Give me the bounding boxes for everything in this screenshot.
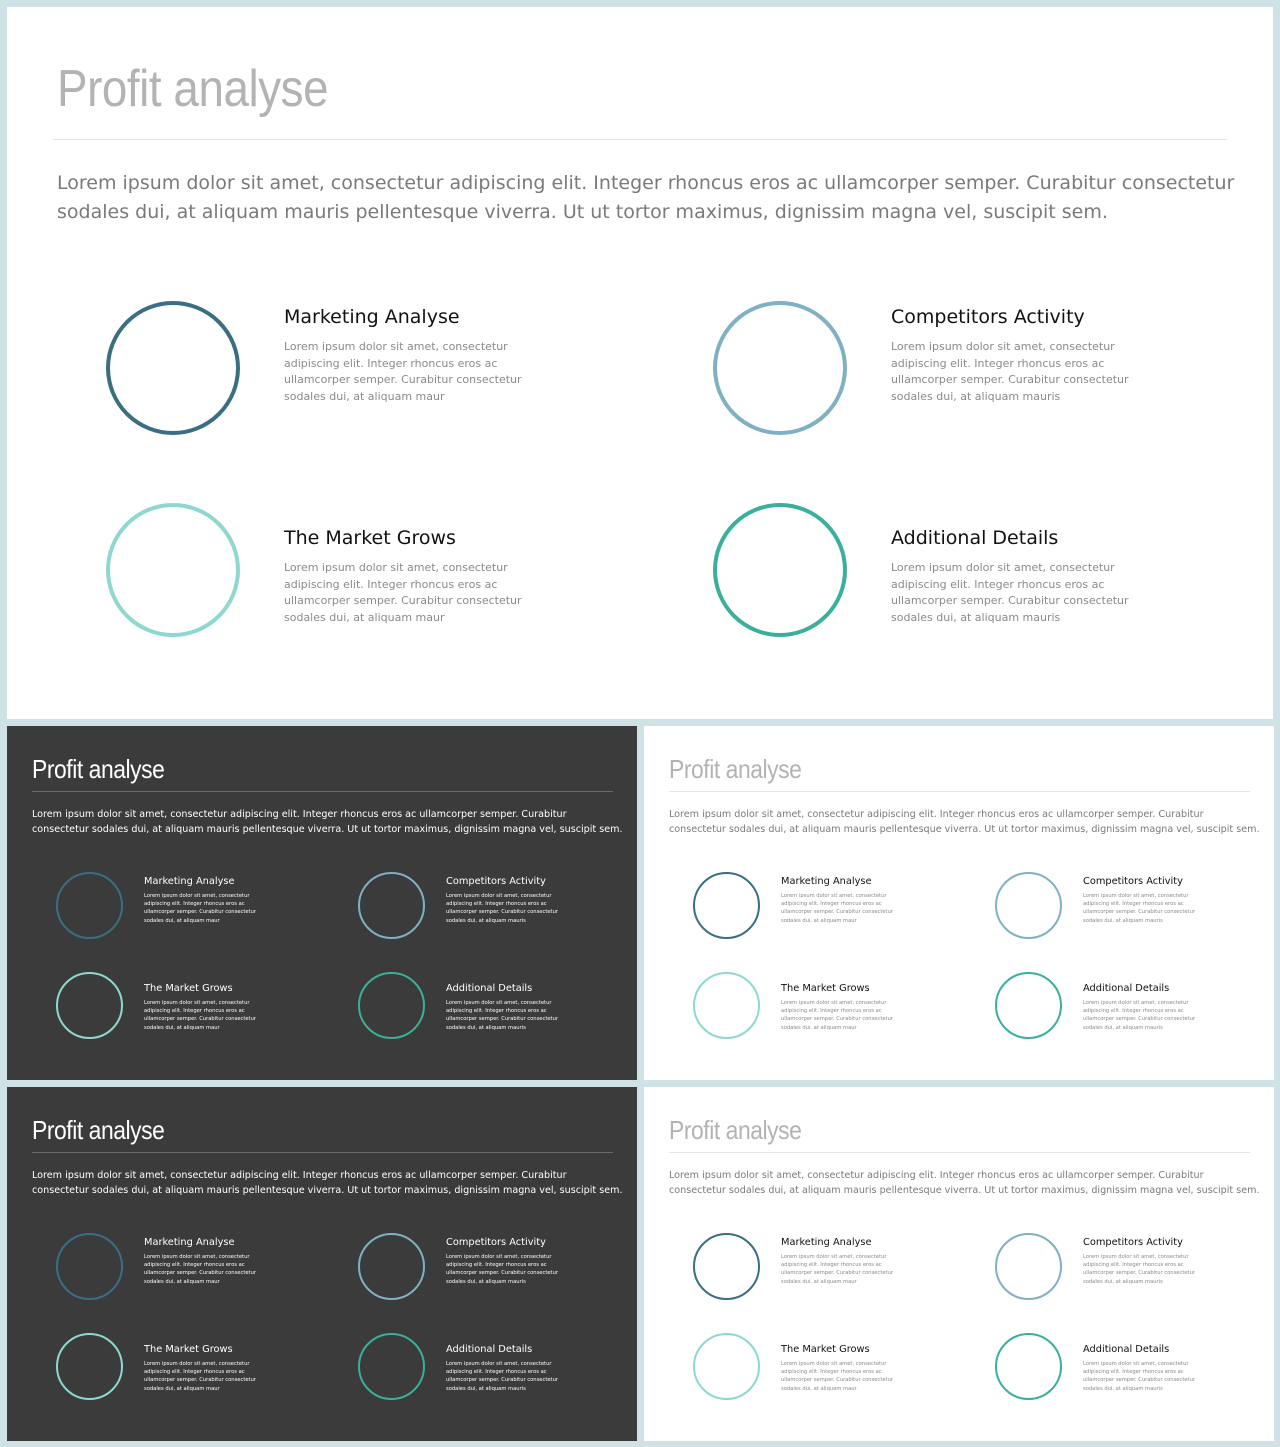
slide-title: Profit analyse xyxy=(32,1115,165,1145)
slide-thumb-dark-1 xyxy=(7,726,637,1080)
slide-intro: Lorem ipsum dolor sit amet, consectetur adipiscing elit. Integer rhoncus eros ac ullamcorper semper. Curabitur consectetur sodales dui, at aliquam mauris pellentesque viverra. Ut ut tortor maximus, dignissim magna vel, suscipit sem. xyxy=(32,809,623,835)
feature-text: Lorem ipsum dolor sit amet, consectetur adipiscing elit. Integer rhoncus eros ac ullamcorper semper. Curabitur consectetur sodales dui, at aliquam mauris xyxy=(446,1254,559,1285)
slide-thumb-dark-2 xyxy=(7,1087,637,1441)
circle-ring xyxy=(358,1233,425,1300)
circle-ring xyxy=(56,1333,123,1400)
feature-item-additional xyxy=(713,503,1273,639)
feature-title: Competitors Activity xyxy=(1083,876,1183,887)
circle-ring xyxy=(106,301,240,435)
circle-ring xyxy=(995,1333,1062,1400)
title-divider xyxy=(32,1152,613,1153)
feature-title: Marketing Analyse xyxy=(144,876,235,887)
circle-ring xyxy=(56,872,123,939)
feature-item-market xyxy=(693,1333,973,1401)
slide-intro: Lorem ipsum dolor sit amet, consectetur adipiscing elit. Integer rhoncus eros ac ullamcorper semper. Curabitur consectetur sodales dui, at aliquam mauris pellentesque viverra. Ut ut tortor maximus, dignissim magna vel, suscipit sem. xyxy=(669,809,1260,835)
feature-item-marketing xyxy=(106,301,666,437)
feature-text: Lorem ipsum dolor sit amet, consectetur adipiscing elit. Integer rhoncus eros ac ullamcorper semper. Curabitur consectetur sodales dui, at aliquam maur xyxy=(781,893,894,924)
feature-item-additional xyxy=(358,1333,637,1401)
feature-item-additional xyxy=(995,972,1274,1040)
feature-item-competitors xyxy=(358,1233,637,1301)
circle-ring xyxy=(995,972,1062,1039)
feature-text: Lorem ipsum dolor sit amet, consectetur adipiscing elit. Integer rhoncus eros ac ullamcorper semper. Curabitur consectetur sodales dui, at aliquam maur xyxy=(781,1254,894,1285)
circle-ring xyxy=(693,1233,760,1300)
feature-item-market xyxy=(56,972,336,1040)
feature-item-marketing xyxy=(693,1233,973,1301)
circle-ring xyxy=(693,1333,760,1400)
circle-ring xyxy=(56,972,123,1039)
feature-item-additional xyxy=(995,1333,1274,1401)
feature-text: Lorem ipsum dolor sit amet, consectetur adipiscing elit. Integer rhoncus eros ac ullamcorper semper. Curabitur consectetur sodales dui, at aliquam maur xyxy=(781,1000,894,1031)
feature-text: Lorem ipsum dolor sit amet, consectetur adipiscing elit. Integer rhoncus eros ac ullamcorper semper. Curabitur consectetur sodales dui, at aliquam maur xyxy=(144,1361,257,1392)
feature-item-market xyxy=(56,1333,336,1401)
feature-item-marketing xyxy=(56,1233,336,1301)
feature-text: Lorem ipsum dolor sit amet, consectetur adipiscing elit. Integer rhoncus eros ac ullamcorper semper. Curabitur consectetur sodales dui, at aliquam mauris xyxy=(446,1000,559,1031)
feature-title: Marketing Analyse xyxy=(781,1237,872,1248)
feature-item-competitors xyxy=(995,872,1274,940)
feature-text: Lorem ipsum dolor sit amet, consectetur adipiscing elit. Integer rhoncus eros ac ullamcorper semper. Curabitur consectetur sodales dui, at aliquam mauris xyxy=(891,340,1129,403)
circle-ring xyxy=(106,503,240,637)
feature-title: Additional Details xyxy=(1083,1344,1170,1355)
feature-title: Additional Details xyxy=(446,983,533,994)
feature-item-competitors xyxy=(995,1233,1274,1301)
feature-title: Marketing Analyse xyxy=(284,306,460,328)
circle-ring xyxy=(693,972,760,1039)
circle-ring xyxy=(358,1333,425,1400)
slide-title: Profit analyse xyxy=(32,754,165,784)
feature-title: Marketing Analyse xyxy=(781,876,872,887)
feature-title: The Market Grows xyxy=(144,1344,233,1355)
feature-title: Competitors Activity xyxy=(891,306,1085,328)
slide-title: Profit analyse xyxy=(669,1115,802,1145)
feature-item-market xyxy=(693,972,973,1040)
feature-title: Marketing Analyse xyxy=(144,1237,235,1248)
feature-text: Lorem ipsum dolor sit amet, consectetur adipiscing elit. Integer rhoncus eros ac ullamcorper semper. Curabitur consectetur sodales dui, at aliquam mauris xyxy=(446,893,559,924)
feature-text: Lorem ipsum dolor sit amet, consectetur adipiscing elit. Integer rhoncus eros ac ullamcorper semper. Curabitur consectetur sodales dui, at aliquam maur xyxy=(144,1254,257,1285)
feature-text: Lorem ipsum dolor sit amet, consectetur adipiscing elit. Integer rhoncus eros ac ullamcorper semper. Curabitur consectetur sodales dui, at aliquam maur xyxy=(284,340,522,403)
feature-item-competitors xyxy=(358,872,637,940)
feature-title: Competitors Activity xyxy=(446,876,546,887)
circle-ring xyxy=(713,301,847,435)
circle-ring xyxy=(995,872,1062,939)
circle-ring xyxy=(56,1233,123,1300)
title-divider xyxy=(32,791,613,792)
title-divider xyxy=(669,1152,1250,1153)
slide-title: Profit analyse xyxy=(57,60,329,118)
slide-thumb-light-2 xyxy=(644,1087,1274,1441)
feature-item-market xyxy=(106,503,666,639)
circle-ring xyxy=(693,872,760,939)
feature-text: Lorem ipsum dolor sit amet, consectetur adipiscing elit. Integer rhoncus eros ac ullamcorper semper. Curabitur consectetur sodales dui, at aliquam mauris xyxy=(1083,1000,1196,1031)
feature-title: The Market Grows xyxy=(144,983,233,994)
feature-text: Lorem ipsum dolor sit amet, consectetur adipiscing elit. Integer rhoncus eros ac ullamcorper semper. Curabitur consectetur sodales dui, at aliquam mauris xyxy=(891,561,1129,624)
slide-intro: Lorem ipsum dolor sit amet, consectetur adipiscing elit. Integer rhoncus eros ac ullamcorper semper. Curabitur consectetur sodales dui, at aliquam mauris pellentesque viverra. Ut ut tortor maximus, dignissim magna vel, suscipit sem. xyxy=(32,1170,623,1196)
slide-main xyxy=(7,7,1273,719)
feature-text: Lorem ipsum dolor sit amet, consectetur adipiscing elit. Integer rhoncus eros ac ullamcorper semper. Curabitur consectetur sodales dui, at aliquam mauris xyxy=(1083,1361,1196,1392)
feature-item-additional xyxy=(358,972,637,1040)
feature-item-marketing xyxy=(693,872,973,940)
feature-title: Additional Details xyxy=(1083,983,1170,994)
feature-title: Competitors Activity xyxy=(446,1237,546,1248)
feature-title: The Market Grows xyxy=(781,1344,870,1355)
feature-text: Lorem ipsum dolor sit amet, consectetur adipiscing elit. Integer rhoncus eros ac ullamcorper semper. Curabitur consectetur sodales dui, at aliquam mauris xyxy=(446,1361,559,1392)
feature-title: Additional Details xyxy=(891,527,1059,549)
slide-title: Profit analyse xyxy=(669,754,802,784)
title-divider xyxy=(53,139,1227,140)
feature-text: Lorem ipsum dolor sit amet, consectetur adipiscing elit. Integer rhoncus eros ac ullamcorper semper. Curabitur consectetur sodales dui, at aliquam maur xyxy=(781,1361,894,1392)
feature-text: Lorem ipsum dolor sit amet, consectetur adipiscing elit. Integer rhoncus eros ac ullamcorper semper. Curabitur consectetur sodales dui, at aliquam mauris xyxy=(1083,1254,1196,1285)
slide-intro: Lorem ipsum dolor sit amet, consectetur adipiscing elit. Integer rhoncus eros ac ullamcorper semper. Curabitur consectetur sodales dui, at aliquam mauris pellentesque viverra. Ut ut tortor maximus, dignissim magna vel, suscipit sem. xyxy=(57,172,1235,223)
slide-intro: Lorem ipsum dolor sit amet, consectetur adipiscing elit. Integer rhoncus eros ac ullamcorper semper. Curabitur consectetur sodales dui, at aliquam mauris pellentesque viverra. Ut ut tortor maximus, dignissim magna vel, suscipit sem. xyxy=(669,1170,1260,1196)
circle-ring xyxy=(713,503,847,637)
feature-text: Lorem ipsum dolor sit amet, consectetur adipiscing elit. Integer rhoncus eros ac ullamcorper semper. Curabitur consectetur sodales dui, at aliquam maur xyxy=(144,893,257,924)
feature-title: The Market Grows xyxy=(781,983,870,994)
slide-thumb-light-1 xyxy=(644,726,1274,1080)
circle-ring xyxy=(358,872,425,939)
circle-ring xyxy=(995,1233,1062,1300)
feature-text: Lorem ipsum dolor sit amet, consectetur adipiscing elit. Integer rhoncus eros ac ullamcorper semper. Curabitur consectetur sodales dui, at aliquam mauris xyxy=(1083,893,1196,924)
feature-item-competitors xyxy=(713,301,1273,437)
title-divider xyxy=(669,791,1250,792)
feature-item-marketing xyxy=(56,872,336,940)
circle-ring xyxy=(358,972,425,1039)
feature-title: The Market Grows xyxy=(284,527,456,549)
feature-title: Additional Details xyxy=(446,1344,533,1355)
feature-text: Lorem ipsum dolor sit amet, consectetur adipiscing elit. Integer rhoncus eros ac ullamcorper semper. Curabitur consectetur sodales dui, at aliquam maur xyxy=(284,561,522,624)
feature-title: Competitors Activity xyxy=(1083,1237,1183,1248)
feature-text: Lorem ipsum dolor sit amet, consectetur adipiscing elit. Integer rhoncus eros ac ullamcorper semper. Curabitur consectetur sodales dui, at aliquam maur xyxy=(144,1000,257,1031)
